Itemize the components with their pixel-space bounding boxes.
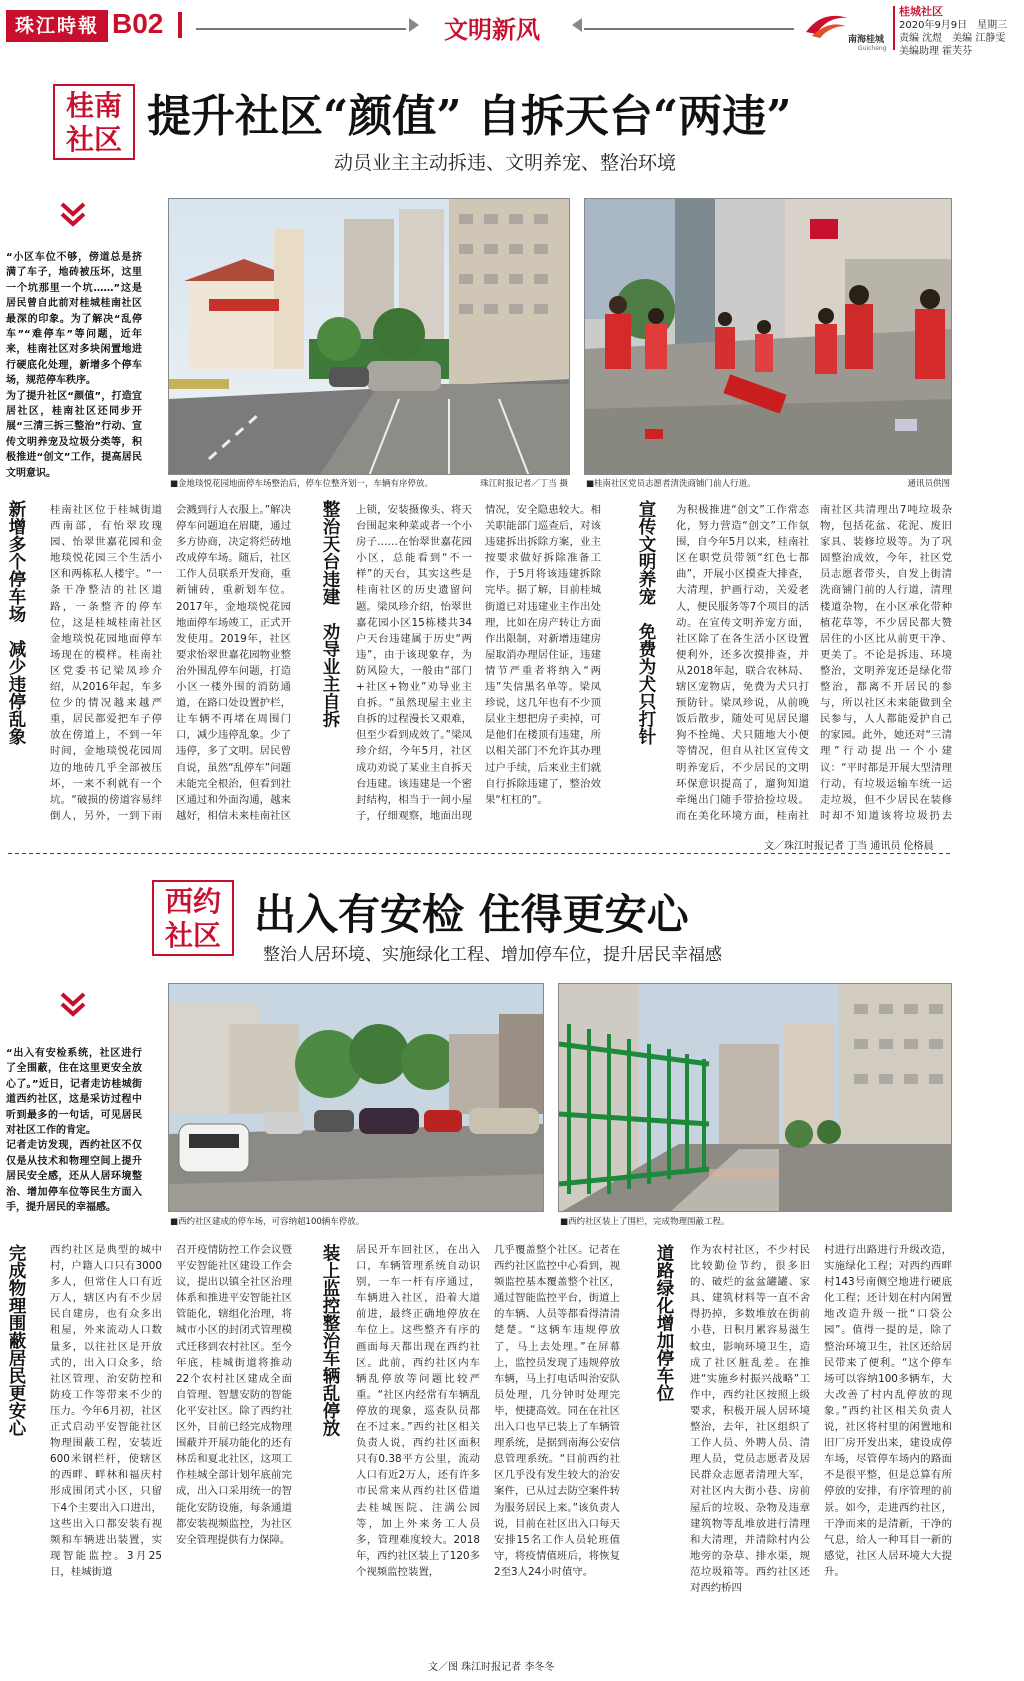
nanhai-guicheng-logo-icon — [802, 8, 852, 42]
story2-column-4: 几乎覆盖整个社区。记者在西约社区监控中心看到，视频监控基本覆盖整个社区，通过智能监控平台，街道上的车辆、人员等都看得清清楚楚。“这辆车违规停放了，马上去处理。”在屏幕上，监控员发现了违规停放车辆，马上打电话叫治安队员处理，几分钟时处理完毕，便捷高效。同在在社区出入口也早已装上了车辆管理系统，是据到南海公安信息管理系统。“目前西约社区几乎没有发生较大的治安案件，已从过去防空案件转为服务居民上来。”该负责人说，目前在社区出入口每天安排15名工作人员轮班值守，将疫情值班后，将恢复2至3人24小时值守。 — [494, 1244, 620, 1578]
subheading-surveillance: 装上监控整治车辆乱停放 — [320, 1244, 340, 1437]
section-title: 文明新风 — [444, 15, 540, 44]
photo-1-credit: 珠江时报记者／丁当 摄 — [480, 479, 568, 489]
photo-xiyue-fence — [558, 983, 952, 1212]
headline-2: 出入有安检 住得更安心 — [254, 890, 689, 939]
lead-paragraph-1: “小区车位不够，傍道总是挤满了车子，地砖被压坏，这里一个坑那里一个坑……”这是居民曾自此前对桂城桂南社区最深的印象。为了解决“乱停车”“难停车”等问题，近年来，桂南社区对多块闲置地进行硬底化处理，新增多个停车场，规范停车秩序。 为了提升社区“颜值”，打造宜居社区，桂南社区还同步开展“三清三拆三整治”行动、宣传文明养宠及垃圾分类等，积极推进“创文”工作，提高居民文明意识。 — [6, 252, 142, 479]
subhead-1: 动员业主主动拆违、文明养宠、整治环境 — [334, 152, 677, 174]
photo-parking-lot — [168, 198, 570, 475]
brand-name: 南海桂城 — [848, 35, 885, 45]
section-divider — [8, 853, 952, 854]
masthead-rule-right — [584, 28, 794, 30]
newspaper-logo: 珠江時報 — [6, 10, 108, 42]
story2-column-6: 村进行出路进行升级改造，实施绿化工程；对西约西畔村143号南侧空地进行硬底化工程；还计划在村内闲置地改造升级一批“口袋公园”。值得一提的是，除了整治环境卫生，社区还给居民带来了便利。“这个停车场可以容纳100多辆车，大大改善了村内乱停放的现象。”西约社区相关负责人说，社区将村里的闲置地和旧厂房开发出来，建设成停车场，尽管停车场内的路面不是很平整，但是总算有所停放的安排，有序管理的前景。如今，走进西约社区，干净而来的是清新，干净的气息，给人一种耳目一新的感觉，社区人居环境大大提升。 — [824, 1244, 952, 1578]
photo-2-credit: 通讯员供图 — [907, 479, 950, 489]
headline-1: 提升社区“颜值” 自拆天台“两违” — [147, 91, 792, 142]
info-divider — [893, 6, 895, 50]
arrow-right-icon — [409, 18, 419, 32]
issue-date: 2020年9月9日 星期三 — [899, 20, 1008, 31]
subheading-greening: 道路绿化增加停车位 — [654, 1244, 674, 1402]
photo-volunteers-cleaning — [584, 198, 952, 475]
arrow-left-icon — [572, 18, 582, 32]
subheading-parking: 新增多个停车场 减少违停乱象 — [6, 500, 26, 745]
page-number: B02 — [112, 8, 164, 39]
story1-column-1: 桂南社区位于桂城街道西南部，有怡翠玫瑰园、怡翠世嘉花园和金地琰悦花园三个生活小区和两栋私人楼宇。“一条干净整洁的社区道路，一条整齐的停车位，这是桂城桂南社区金地琰悦花园地面停车场现在的模样。桂南社区党委书记梁凤珍介绍，从2016年起，车多位少的情况越来越严重，居民都爱把车子停放在傍道上，不到一年时间，金地琰悦花园周边的地砖几乎全部被压坏，一来不利就有一个坑。“破损的傍道容易绊倒人，另外，一到下雨 — [50, 504, 162, 822]
masthead-rule-left — [196, 28, 406, 30]
subheading-rooftop: 整治天台违建 劝导业主自拆 — [320, 500, 340, 728]
photo-2-caption: ■桂南社区党员志愿者清洗商铺门前人行道。 — [586, 479, 756, 489]
photo-xiyue-parking — [168, 983, 544, 1212]
story1-column-5: 为积极推进“创文”工作常态化，努力营造“创文”工作氛围，自今年5月以来，桂南社区在职党员带领“红色七都曲”，开展小区摸查大排查，大清理，护画行动，关爱老人，便民服务等7个项目的活动。在宣传文明养宠方面，社区除了在各生活小区设置便利外，还多次摸排查，并从2018年起，联合农林局、辖区宠物店，免费为犬只打预防针。梁凤珍说，从前晚饭后散步，随处可见居民遛狗不拴绳、犬只随地大小便等情况，但自从社区宣传文明养宠后，不少居民的文明环保意识提高了，遛狗知道牵绳出门随手带拾捡垃圾。而在美化环境方面，桂南社 — [676, 504, 809, 822]
lead-paragraph-2: “出入有安检系统，社区进行了全围蔽，住在这里更安全放心了。”近日，记者走访桂城街道西约社区，这是采访过程中听到最多的一句话，可见居民对社区工作的肯定。 记者走访发现，西约社区不仅仅是从技术和物理空间上提升居民安全感，还从人居环境整治、增加停车位等民生方面入手，提升居民的幸福感。 — [6, 1048, 142, 1214]
photo-4-caption: ■西约社区装上了围栏，完成物理围蔽工程。 — [560, 1217, 730, 1227]
chevron-down-icon — [58, 990, 88, 1020]
subheading-enclosure: 完成物理围蔽居民更安心 — [6, 1244, 26, 1437]
story2-column-3: 居民开车回社区，在出入口，车辆管理系统自动识别，一车一杆有序通过，车辆进入社区，沿着大道前进，最终正确地停放在车位上。这些整齐有序的画面每天都出现在西约社区。此前，西约社区内车辆乱停放等问题比较严重。“社区内经常有车辆乱停放的现象，巡查队员都在不过来。”西约社区相关负责人说，西约社区面积只有0.38平方公里，流动人口有近2万人，还有许多市民常来从西约社区借道去桂城医院、注满公园等，加上外来务工人员多，管理难度较大。2018年，西约社区装上了120多个视频监控装置， — [356, 1244, 480, 1578]
story1-column-4: 情况，安全隐患较大。相关职能部门巡查后，对该违建拆出拆除方案，业主按要求做好拆除准备工作，于5月将该违建拆除完毕。据了解，目前桂城街道已对违建业主作出处理，比如在房产转让方面作出限制，对新增违建房屋取消办理居住证，违建情节严重者将纳入“两违”失信黑名单等。梁凤珍说，这几年也有不少顶层业主想把房子卖掉，可是他们在楼顶有违建，所以相关部门不允许其办理过户手续，后来业主们就自行拆除违建了，整治效果“杠杠的”。 — [485, 504, 601, 806]
designer-credit: 美编助理 霍芙芬 — [899, 46, 973, 57]
story2-column-5: 作为农村社区，不少村民比较勤俭节约，很多旧的、破烂的盆盆罐罐、家具、建筑材料等一直不舍得扔掉，多数堆放在街前小巷，日积月累容易滋生蚊虫，影响环境卫生，造成了社区脏乱差。在推进“实施乡村振兴战略”工作中，西约社区按照上级要求，积极开展人居环境整治，去年，社区组织了工作人员、外聘人员、清理人员，党员志愿者及居民群众志愿者清理大军，对社区内大街小巷、房前屋后的垃圾、杂物及违章建筑物等乱堆放进行清理和大清理，并清除村内公地旁的杂草、排水渠，规范垃圾箱等。西约社区还对西约桥四 — [690, 1244, 810, 1594]
column-name: 桂城社区 — [899, 5, 943, 18]
story1-column-6: 南社区共清理出7吨垃圾杂物，包括花盆、花泥、废旧家具、装修垃圾等。为了巩固整治成效，今年，社区党员志愿者带头，自发上街清洗商铺门前的人行道，清理楼道杂物，在小区承化带种植花草等，不少居民都大赞居住的小区比从前更干净、更美了。不论是拆违、环境整治，文明养宠还是绿化带整治，都离不开居民的参与，所以社区未来能做到全民参与，人人都能爱护自己的家园。此外，她还对“三清理”行动提出一个小建议：“平时都是开展大型清理行动，有垃圾运输车统一运走垃圾，但不少居民在装修时却不知道该将垃圾扔去 — [820, 504, 952, 822]
subheading-pets: 宣传文明养宠 免费为犬只打针 — [636, 500, 656, 745]
subhead-2: 整治人居环境、实施绿化工程、增加停车位，提升居民幸福感 — [263, 945, 722, 965]
brand-name-en: Guicheng — [858, 45, 887, 52]
story1-column-3: 上锁，安装摄像头、将天台围起来种菜或者一个小房子……在怡翠世嘉花园小区，总能看到“不一样”的天台，其实这些是桂南社区的历史遗留问题。梁凤珍介绍，怡翠世嘉花园小区15栋楼共34户天台违建属于历史“两违”，由于该现象存，为防风险大，一般由“部门+社区+物业”劝导业主自拆。“虽然现屋主业主自拆的过程漫长又艰难，但至少看到成效了。”梁凤珍介绍，今年5月，社区成功劝说了某业主自拆天台违建。该违建是一个密封结构，相当于一间小屋子，仔细观察，地面出现 — [356, 504, 472, 822]
community-tag-guinan: 桂南 社区 — [53, 84, 135, 160]
masthead-divider — [178, 12, 182, 38]
story2-byline: 文／图 珠江时报记者 李冬冬 — [428, 1662, 555, 1673]
story1-byline: 文／珠江时报记者 丁当 通讯员 伦格晨 — [764, 841, 934, 852]
photo-1-caption: ■金地琰悦花园地面停车场整治后，停车位整齐划一，车辆有序停放。 — [170, 479, 434, 489]
story2-column-2: 召开疫情防控工作会议暨平安智能社区建设工作会议，提出以镇全社区治理体系和推进平安智能社区管能化，辖组化治理，将城市小区的封闭式管理模式迁移到农村社区。至今年底，桂城街道将推动22个农村社区建成全面自管理、智慧安防的智能化平安社区。除了西约社区外，目前已经完成物理围蔽并开展功能化的还有林岳和夏北社区，这项工作桂城全部计划年底前完成，出入口采用统一的智能化安防设施，每条通道都安装视频监控，为社区安全管理提供有力保障。 — [176, 1244, 292, 1546]
editor-credit: 责编 沈煜 美编 江静雯 — [899, 33, 1006, 44]
photo-3-caption: ■西约社区建成的停车场，可容纳超100辆车停放。 — [170, 1217, 365, 1227]
chevron-down-icon — [58, 200, 88, 230]
community-tag-xiyue: 西约 社区 — [152, 880, 234, 956]
story2-column-1: 西约社区是典型的城中村，户籍人口只有3000多人，但常住人口有近万人，辖区内有不少居民自建房，也有众多出租屋，外来流动人口数量多，以往社区是开放式的，出入口众多，给社区管理、治安防控和防疫工作等带来不少的压力。今年6月初，社区正式启动平安智能社区物理围蔽工程，安装近600米钢栏杆，使辖区的西畔、畔林和福庆村形成围闭式小区，只留下4个主要出入口进出，这些出入口都安装有视频和车辆进出装置，实现智能监控。3月25日，桂城街道 — [50, 1244, 162, 1578]
story1-column-2: 会溅到行人衣服上。”解决停车问题迫在眉睫，通过多方协商，决定将烂砖地改成停车场。随后，社区工作人员联系开发商，重新铺砖，重新划车位。2017年，金地琰悦花园地面停车场竣工，正式开发使用。2019年，社区要求怡翠世嘉花园物业整治外围乱停车问题，打造小区一楼外围的消防通道，在路口处设置护栏，让车辆不再堵在周围门口，减少违停乱象。少了违停，多了文明。居民曾自说，虽然“乱停车”问题未能完全根治，但看到社区通过和外面沟通，越来越好，相信未来桂南社区 — [176, 504, 291, 822]
